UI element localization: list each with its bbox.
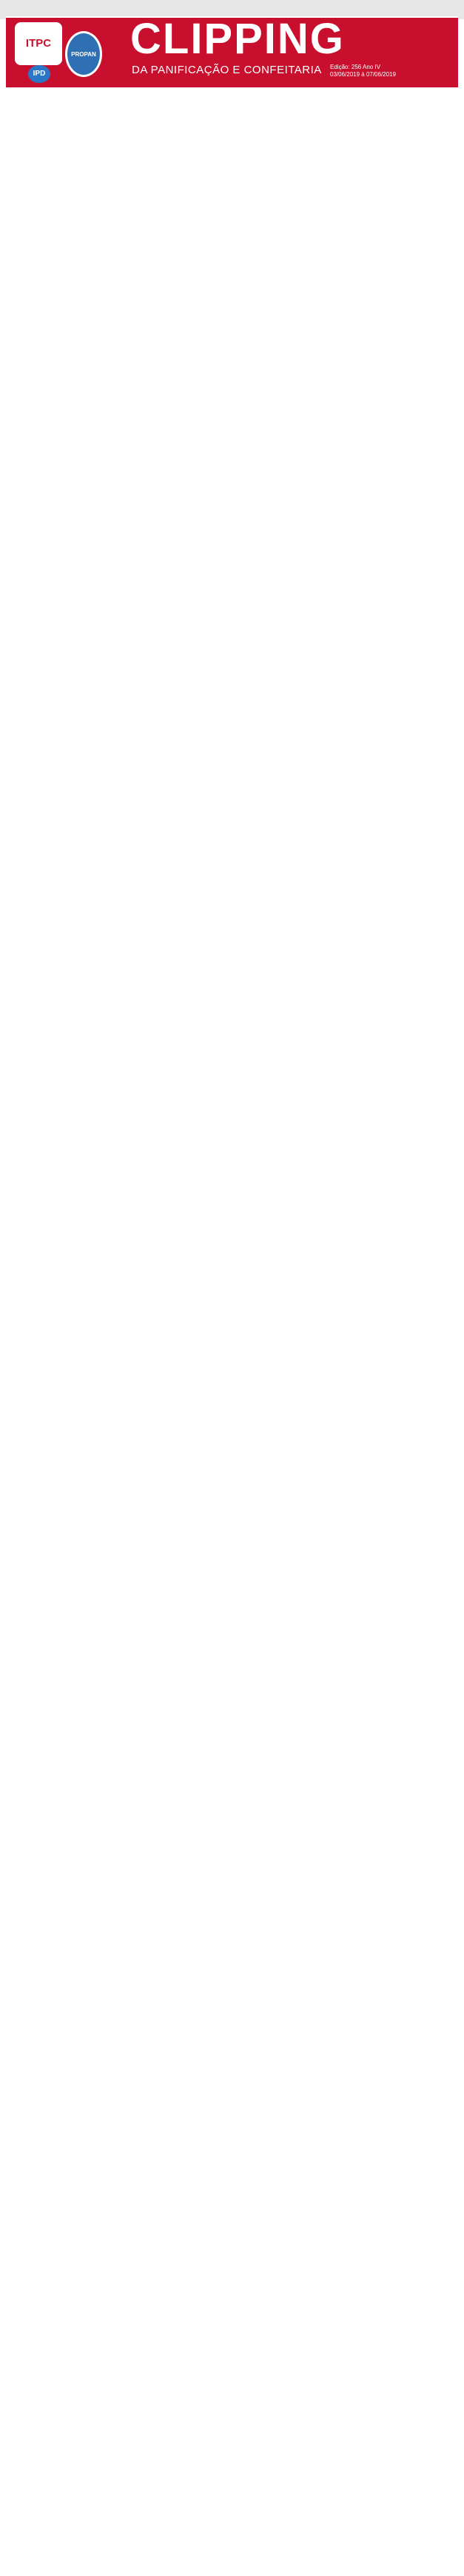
- brand-subtitle: DA PANIFICAÇÃO E CONFEITARIA: [132, 64, 322, 76]
- masthead: [0, 0, 464, 87]
- itpc-logo: ITPC: [15, 22, 62, 65]
- newsletter-page: [0, 0, 464, 87]
- ipd-logo: IPD: [28, 65, 50, 83]
- edition-number: Edição: 256 Ano IV: [330, 64, 381, 70]
- edition-info: [330, 64, 396, 78]
- partner-logos: [15, 22, 126, 86]
- edition-dates: 03/06/2019 à 07/06/2019: [330, 71, 396, 78]
- brand-title: CLIPPING: [130, 15, 345, 63]
- propan-logo: PROPAN: [65, 31, 102, 77]
